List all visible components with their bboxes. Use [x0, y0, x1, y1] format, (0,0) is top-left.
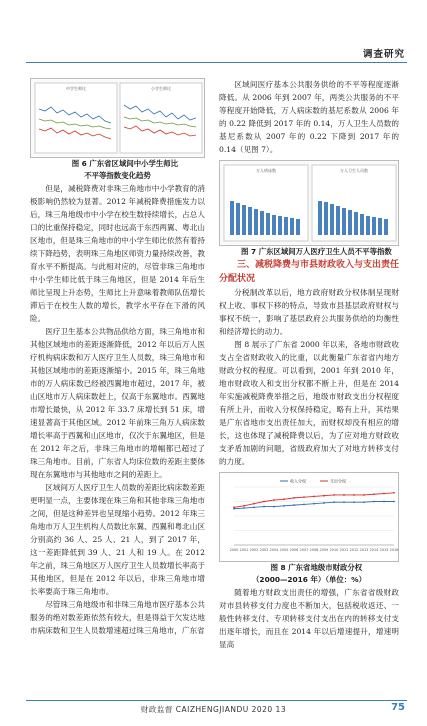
section-3-title: 三、减税降费与市县财政收入与支出责任分配状况: [219, 260, 400, 284]
figure-8-caption-line1: 图 8 广东省地级市财政分权: [270, 563, 363, 572]
data-point: [363, 501, 365, 503]
fig7-panel-title-2: 万人卫生人员数: [340, 168, 368, 173]
data-point: [283, 505, 285, 507]
figure-7: [219, 160, 399, 246]
data-point: [263, 506, 265, 508]
x-tick-label: 2009: [319, 548, 329, 552]
data-point: [333, 494, 335, 496]
legend-label: 支出分权: [330, 478, 346, 484]
data-point: [313, 496, 315, 498]
data-point: [303, 496, 305, 498]
figure-7-image: [220, 161, 400, 245]
data-point: [293, 497, 295, 499]
x-tick-label: 2010: [329, 548, 339, 552]
figure-8: [219, 472, 399, 562]
data-point: [233, 506, 235, 508]
data-point: [263, 501, 265, 503]
data-point: [393, 492, 395, 494]
legend-label: 收入分权: [290, 478, 306, 484]
x-tick-label: 2000: [229, 548, 239, 552]
data-point: [283, 498, 285, 500]
fig7-panel-title-1: 万人病床数: [256, 168, 276, 173]
data-point: [253, 506, 255, 508]
right-paragraph-2: 分税制改革以后，地方政府财政分权体制呈现财权上收、事权下移的特点，导致市县基层政府财权与事权不统一，影响了基层政府公共服务供给的均衡性和经济增长的动力。: [219, 288, 399, 336]
x-tick-label: 2014: [369, 548, 379, 552]
data-point: [313, 503, 315, 505]
left-column: [30, 78, 205, 637]
left-paragraph-4: 尽管珠三角地级市和非珠三角地市医疗基本公共服务的绝对数差距依然有较大，但是得益于欠发达地市病床数和卫生人员数增速超过珠三角地市，广东省: [30, 600, 205, 635]
right-paragraph-3: 图 8 展示了广东省 2000 年以来，各地市财政收支占全省财政收入的比重，以此衡量广东省省内地方财政分权的程度。可以看到，2001 年到 2010 年，地市财政收入和支出分权都不断上升，但是在 2014 年实施减税降费举措之后，地级市财政支出分权程度有所上升，而收入分权保持稳定，略有上升，其结果是广东省地市支出责任加大，而财权却没有相应的增长，这也体现了减税降费以后，为了应对地方财政收支矛盾加剧的问题，省级政府加大了对地方转移支付的力度。: [219, 340, 399, 466]
data-point: [273, 499, 275, 501]
x-tick-label: 2002: [249, 548, 259, 552]
data-point: [353, 501, 355, 503]
x-tick-label: 2001: [239, 548, 249, 552]
fig6-panel-title-1: 中学生师比: [66, 86, 86, 91]
right-paragraph-4: 随着地方财政支出责任的增强，广东省省级财政对市县转移支付力度也不断加大，包括税收返还、一般性转移支付、专项转移支付支出在内的转移支付支出逐年增长，而且在 2014 年以后增速提升，增速明显高: [219, 588, 399, 649]
footer-rule: [26, 700, 407, 701]
left-paragraph-1: 但是，减税降费对非珠三角地市中小学教育的消极影响仍然较为显著。2012 年减税降费措施发力以后，珠三角地级市中小学在校生数持续增长，占总人口的比重保持稳定，同时也远高于东西两翼、粤北山区地市，但是珠三角地市的中小学生师比依然有着持续下降趋势，表明珠三角地区师资力量持续改善，教育水平不断提高。与此相对应的，尽管非珠三角地市中小学生师比低于珠三角地区，但是 2014 年后生师比呈现上升态势，生师比上升意味着教师队伍增长滞后于在校生人数的增长，教学水平存在下滑的风险。: [30, 184, 205, 323]
x-tick-label: 2008: [309, 548, 319, 552]
section-label: 调查研究: [362, 49, 405, 60]
data-point: [343, 501, 345, 503]
figure-6-caption-line2: 不平等指数变化趋势: [84, 171, 151, 180]
data-point: [243, 505, 245, 507]
data-point: [353, 494, 355, 496]
data-point: [273, 506, 275, 508]
figure-6-caption: [30, 158, 205, 182]
x-tick-label: 2013: [359, 548, 369, 552]
figure-6-caption-line1: 图 6 广东省区域间中小学生师比: [71, 159, 179, 168]
x-tick-label: 2016: [389, 548, 399, 552]
x-tick-label: 2006: [289, 548, 299, 552]
x-tick-label: 2012: [349, 548, 359, 552]
series-line-2: [234, 493, 394, 508]
figure-8-caption: [219, 562, 399, 586]
x-tick-label: 2005: [279, 548, 289, 552]
figure-7-caption: 图 7 广东区域间万人医疗卫生人员不平等指数: [241, 247, 392, 256]
data-point: [393, 501, 395, 503]
footer-journal: 财政监督 CAIZHENGJIANDU 2020 13: [140, 705, 287, 714]
x-tick-label: 2004: [269, 548, 279, 552]
data-point: [373, 501, 375, 503]
right-paragraph-1: 区域间医疗基本公共服务供给的不平等程度逐渐降低。从 2006 年到 2007 年，两类公共服务的不平等程度开始降低，万人病床数的基尼系数从 2006 年的 0.22 降低到 2017 年的 0.14，万人卫生人员数的基尼系数从 2007 年的 0.22 下降到 2017 年的 0.14（见图 7）。: [219, 80, 399, 154]
figure-6: [30, 78, 205, 158]
x-tick-label: 2007: [299, 548, 309, 552]
x-tick-label: 2011: [339, 548, 349, 552]
figure-8-caption-line2: （2000—2016 年）（单位：%）: [252, 575, 366, 584]
data-point: [293, 504, 295, 506]
page-number: 75: [391, 702, 405, 713]
data-point: [383, 493, 385, 495]
fig6-panel-title-2: 小学生师比: [151, 86, 171, 91]
data-point: [323, 502, 325, 504]
left-paragraph-2: 医疗卫生基本公共物品供给方面，珠三角地市和其他区域地市的差距逐渐降低，2012 年以后万人医疗机构病床数和万人医疗卫生人员数，珠三角地市和其他区域地市的差距逐渐缩小。2015 年，珠三角地市的万人病床数已经被西翼地市超过，2017 年，被山区地市万人病床数赶上，仅高于东翼地市。西翼地市增长最快，从 2012 年 33.7 床增长到 51 床，增速显著高于其他区域。2012 年前珠三角万人病床数增长率高于西翼和山区地市，仅次于东翼地区，但是在 2012 年之后，非珠三角地市的增幅都已超过了珠三角地市。目前，广东省人均床位数的差距主要体现在东翼地市与其他地市之间的差距上。: [30, 327, 205, 479]
data-point: [323, 495, 325, 497]
figure-6-image: [31, 79, 206, 157]
data-point: [333, 501, 335, 503]
data-point: [243, 507, 245, 509]
x-tick-label: 2015: [379, 548, 389, 552]
data-point: [383, 501, 385, 503]
x-tick-label: 2003: [259, 548, 269, 552]
data-point: [253, 503, 255, 505]
right-column: [219, 78, 399, 651]
figure-8-chart: [220, 473, 400, 561]
data-point: [363, 494, 365, 496]
data-point: [343, 494, 345, 496]
data-point: [373, 493, 375, 495]
data-point: [303, 504, 305, 506]
header-rule: [26, 62, 407, 63]
left-paragraph-3: 区域间万人医疗卫生人员数的差距比病床数差距更明显一点，主要体现在珠三角和其他非珠三角地市之间，但是这种差异也呈现缩小趋势。2012 年珠三角地市万人卫生机构人员数比东翼、西翼和粤北山区分别高约 36 人、25 人、21 人，到了 2017 年，这一差距降低到 39 人、21 人和 19 人。在 2012 年之前，珠三角地区万人医疗卫生人员数增长率高于其他地区，但是在 2012 年以后，非珠三角地市增长率要高于珠三角地市。: [30, 483, 205, 596]
